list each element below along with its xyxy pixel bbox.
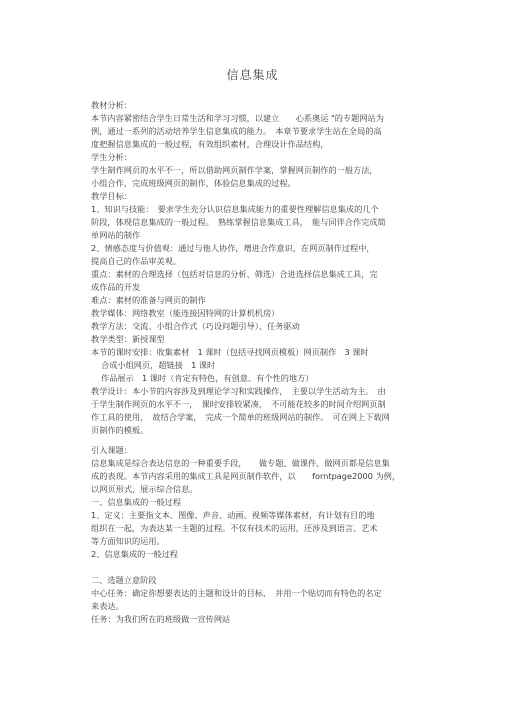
text-line: 本节的课时安排：收集素材 1 课时（包括寻找网页模板）网页制作 3 课时 <box>91 347 369 357</box>
text-line: 学生分析： <box>91 152 132 162</box>
text-line: 任务：为我们所在的班级做一宣传网站 <box>91 614 231 624</box>
text-line: 合成小组网页，超链接 1 课时 <box>101 360 216 370</box>
text-line: 1、知识与技能： 要求学生充分认识信息集成能力的重要性理解信息集成的几个 <box>91 204 379 214</box>
text-line: 教学类型：新授课型 <box>91 334 165 344</box>
text-line: 教学设计：本小节的内容涉及到理论学习和实践操作， 主要以学生活动为主。 由 <box>91 386 386 396</box>
text-line: 引入课题： <box>91 445 132 455</box>
text-line: 教学方法：交流、小组合作式（巧设问题引导）、任务驱动 <box>91 321 300 331</box>
text-line: 1、定义：主要指文本、图像、声音、动画、视频等媒体素材，有计划有目的地 <box>91 510 375 520</box>
text-line: 教学媒体：网络教室（能连接因特网的计算机机房） <box>91 308 280 318</box>
text-line: 重点：素材的合理选择（包括对信息的分析、筛选）合进选择信息集成工具，完 <box>91 269 378 279</box>
text-line: 信息集成是综合表达信息的一种重要手段， 做专题、做课件、做网页都是信息集 <box>91 458 390 468</box>
text-line: 成的表现。本节内容采用的集成工具是网页制作软件，以 forntpage2000 为例， <box>91 471 401 481</box>
text-line: 作品展示 1 课时（肯定有特色，有创意、有个性的地方） <box>101 373 314 383</box>
text-line: 2、情感态度与价值观：通过与他人协作，增进合作意识，在网页制作过程中， <box>91 243 375 253</box>
text-line: 难点：素材的准备与网页的制作 <box>91 295 206 305</box>
text-line: 本节内容紧密结合学生日常生活和学习习惯，以建立 心系奥运 "的专题网站为 <box>91 113 384 123</box>
text-line: 学生制作网页的水平不一，所以借助网页制作学案，掌握网页制作的一般方法， <box>91 165 378 175</box>
text-line: 单网站的制作 <box>91 230 141 240</box>
text-line: 教学目标： <box>91 191 132 201</box>
text-line: 度把握信息集成的一般过程，有效组织素材，合理设计作品结构， <box>91 139 329 149</box>
text-line: 一、信息集成的一般过程 <box>91 497 182 507</box>
document-title: 信息集成 <box>226 68 279 82</box>
text-line: 阶段，体现信息集成的一般过程。 熟练掌握信息集成工具， 能与同伴合作完成简 <box>91 217 386 227</box>
text-line: 组织在一起，为表达某一主题的过程。不仅有技术的运用，还涉及到语言、艺术 <box>91 523 378 533</box>
text-line: 页制作的模板。 <box>91 425 149 435</box>
text-line: 来表达。 <box>91 601 124 611</box>
text-line: 中心任务：确定你想要表达的主题和设计的目标， 并用一个贴切而有特色的名定 <box>91 588 382 598</box>
text-line: 二、选题立意阶段 <box>91 575 157 585</box>
text-line: 等方面知识的运用。 <box>91 536 165 546</box>
text-line: 教材分析： <box>91 100 132 110</box>
text-line: 提高自己的作品审美观。 <box>91 256 182 266</box>
text-line: 小组合作，完成班级网页的制作，体验信息集成的过程。 <box>91 178 296 188</box>
text-line: 例，通过一系列的活动培养学生信息集成的能力。 本章节要求学生站在全局的高 <box>91 126 382 136</box>
text-line: 以网页形式，展示综合信息。 <box>91 484 198 494</box>
text-line: 作工具的使用， 故结合学案， 完成一个简单的班级网站的制作。 可在网上下载网 <box>91 412 390 422</box>
text-line: 于学生制作网页的水平不一， 课时安排较紧凑， 不可能花较多的时间介绍网页制 <box>91 399 386 409</box>
text-line: 成作品的开发 <box>91 282 141 292</box>
text-line: 2、信息集成的一般过程 <box>91 549 179 559</box>
